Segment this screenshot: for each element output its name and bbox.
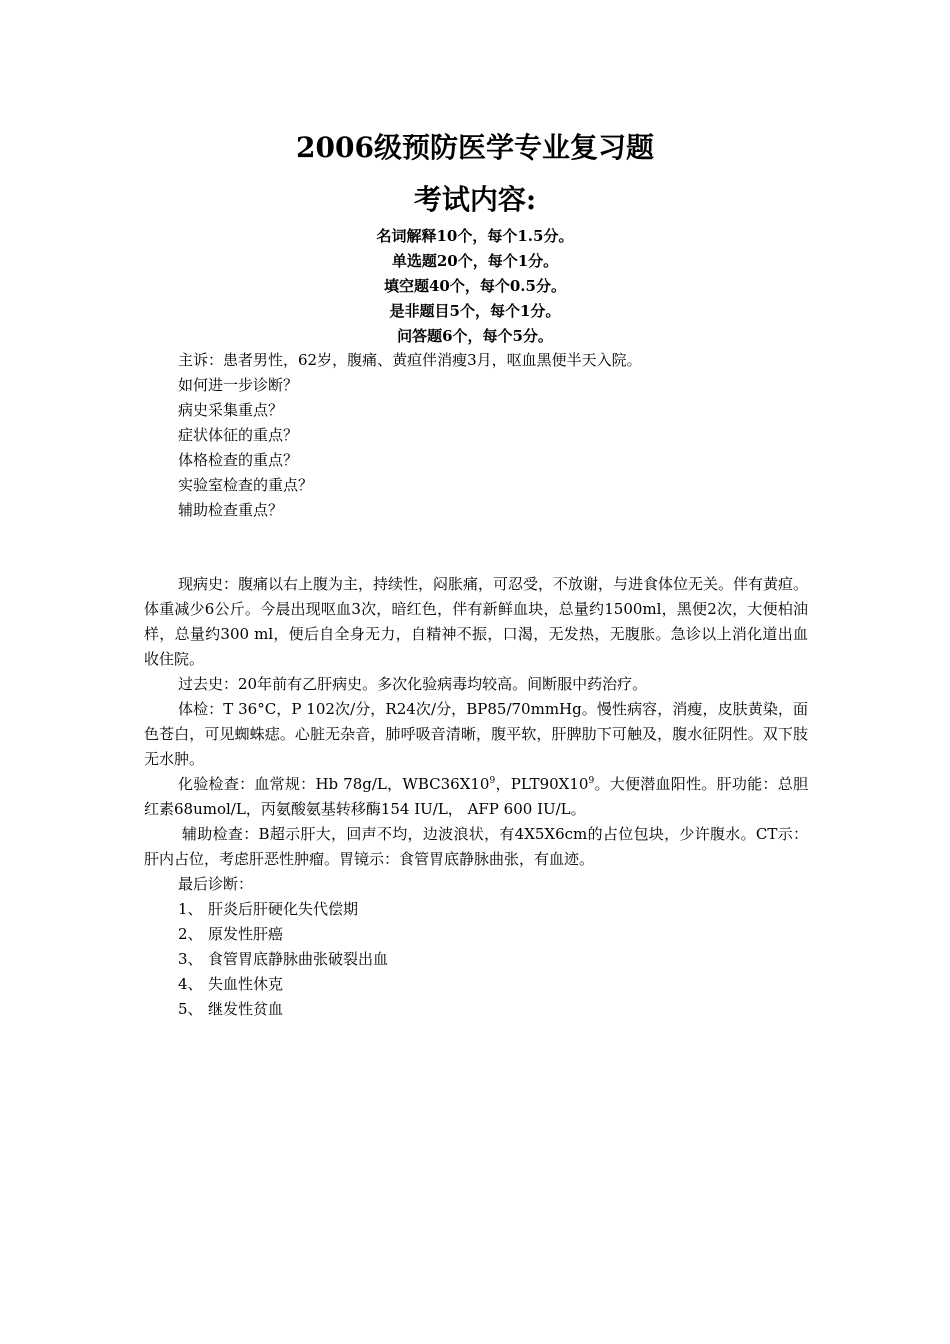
lab-exam: 化验检查：血常规：Hb 78g/L，$WBC36X10^9$，$PLT90X10^9$。大便潜血阳性。肝功能：总胆红素68umol/L，丙氨酸氨基转移酶154 IU/L， AFP 600 IU/L。 xyxy=(144,775,808,818)
diagnosis-item: 5、 继发性贫血 xyxy=(178,1000,284,1018)
case-record xyxy=(144,572,808,1022)
auxiliary-exam: 辅助检查：B超示肝大，回声不均，边波浪状，有4X5X6cm的占位包块，少许腹水。CT示：肝内占位，考虑肝恶性肿瘤。胃镜示：食管胃底静脉曲张，有血迹。 xyxy=(144,825,808,868)
question-item: 如何进一步诊断？ xyxy=(178,376,299,394)
question-item: 实验室检查的重点？ xyxy=(178,476,314,494)
question-item: 体格检查的重点？ xyxy=(178,451,299,469)
question-item: 辅助检查重点？ xyxy=(178,501,284,519)
past-history: 过去史：20年前有乙肝病史。多次化验病毒均较高。间断服中药治疗。 xyxy=(178,675,648,693)
document-title: 2006级预防医学专业复习题 xyxy=(296,131,654,164)
scoring-item: 问答题6个，每个5分。 xyxy=(397,327,553,345)
present-history: 现病史：腹痛以右上腹为主，持续性，闷胀痛，可忍受，不放谢，与进食体位无关。伴有黄疸。体重减少6公斤。今晨出现呕血3次，暗红色，伴有新鲜血块，总量约1500ml，黑便2次，大便柏油样，总量约300 ml，便后自全身无力，自精神不振，口渴，无发热，无腹胀。急诊以上消化道出血收住院。 xyxy=(144,575,809,668)
physical-exam: 体检：T 36°C，P 102次/分，R24次/分，BP85/70mmHg。慢性病容，消瘦，皮肤黄染，面色苍白，可见蜘蛛痣。心脏无杂音，肺呼吸音清晰，腹平软，肝脾肋下可触及，腹水征阴性。双下肢无水肿。 xyxy=(144,700,808,768)
scoring-item: 是非题目5个，每个1分。 xyxy=(389,302,561,320)
diagnosis-item: 4、 失血性休克 xyxy=(178,975,284,993)
question-item: 病史采集重点？ xyxy=(178,401,284,419)
question-item: 症状体征的重点？ xyxy=(178,426,299,444)
diagnosis-item: 2、 原发性肝癌 xyxy=(178,925,284,943)
diagnosis-item: 1、 肝炎后肝硬化失代偿期 xyxy=(178,900,359,918)
exam-content-heading: 考试内容: xyxy=(413,183,537,216)
scoring-item: 单选题20个，每个1分。 xyxy=(391,252,559,270)
scoring-item: 填空题40个，每个0.5分。 xyxy=(384,277,566,295)
diagnosis-item: 3、 食管胃底静脉曲张破裂出血 xyxy=(178,950,389,968)
final-diagnosis-label: 最后诊断： xyxy=(178,875,254,893)
scoring-item: 名词解释10个，每个1.5分。 xyxy=(376,227,574,245)
scoring-list xyxy=(0,224,950,349)
chief-complaint: 主诉：患者男性，62岁，腹痛、黄疸伴消瘦3月，呕血黑便半天入院。 xyxy=(178,351,642,369)
question-list xyxy=(144,348,808,523)
